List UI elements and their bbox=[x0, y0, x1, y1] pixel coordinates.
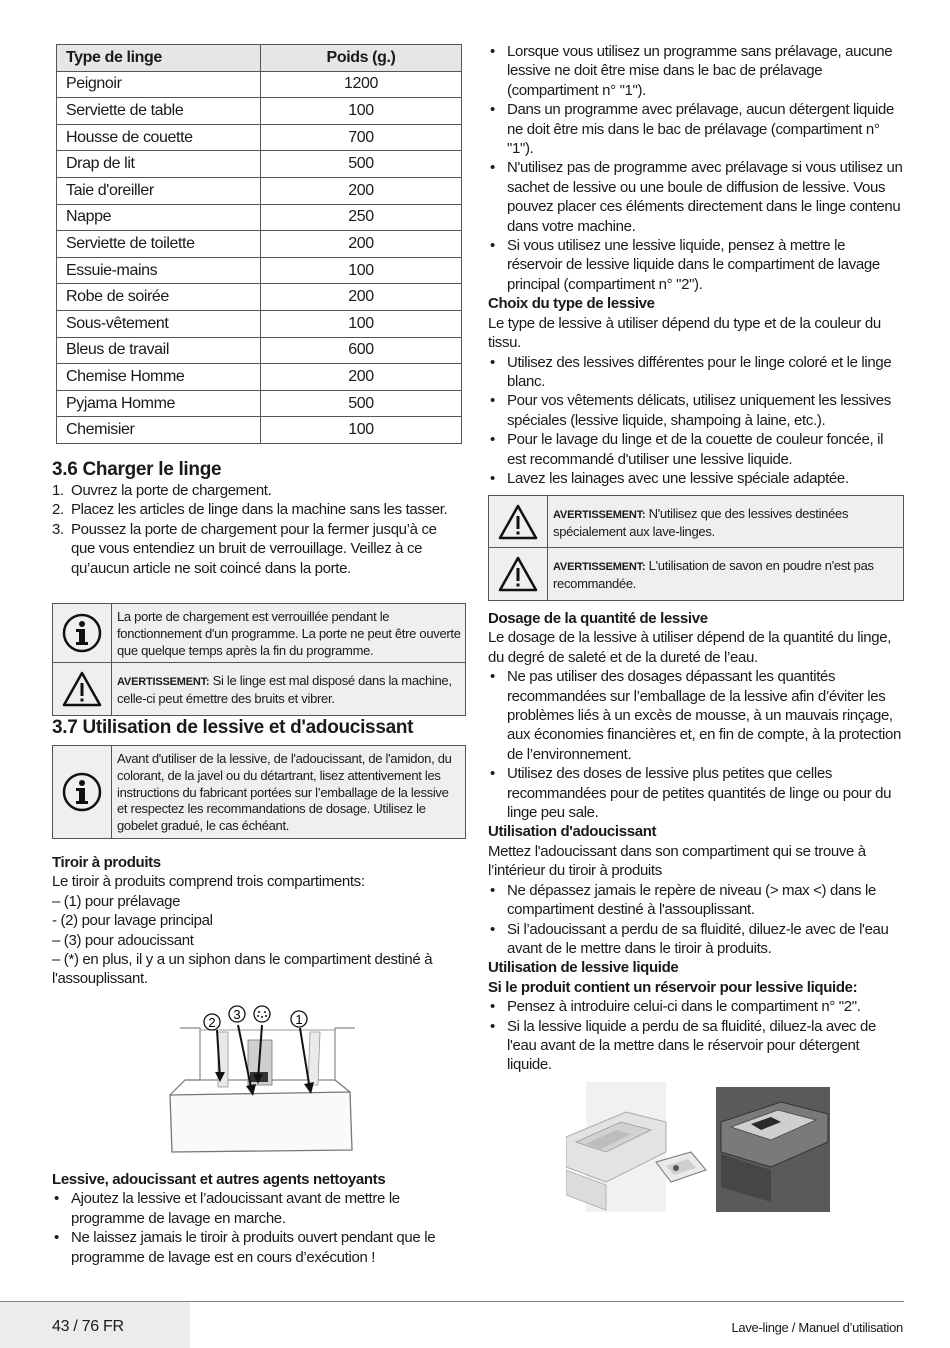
section-3-6 bbox=[52, 459, 464, 578]
detergent-drawer-diagram bbox=[160, 1000, 360, 1160]
cell-type: Bleus de travail bbox=[57, 337, 261, 364]
footer-divider bbox=[0, 1301, 904, 1302]
table-row bbox=[57, 284, 462, 311]
cell-type: Housse de couette bbox=[57, 124, 261, 151]
warning-note-powder-soap bbox=[488, 547, 904, 601]
softener-intro: Mettez l'adoucissant dans son compartiment qui se trouve à l’intérieur du tiroir à produits bbox=[488, 842, 866, 880]
page-number: 43 / 76 FR bbox=[52, 1318, 124, 1335]
list-item: • Pour vos vêtements délicats, utilisez uniquement les lessives spéciales (lessive liquide, shampoing à laine, etc.). bbox=[488, 391, 904, 430]
cell-weight: 200 bbox=[261, 284, 462, 311]
cell-type: Serviette de table bbox=[57, 98, 261, 125]
info-icon bbox=[53, 746, 112, 838]
table-row bbox=[57, 124, 462, 151]
warning-label: AVERTISSEMENT: bbox=[553, 509, 646, 521]
warning-text: Si le linge est mal disposé dans la machine, celle-ci peut émettre des bruits et vibrer. bbox=[117, 673, 452, 706]
warning-note-load bbox=[52, 662, 466, 716]
list-item: 3. Poussez la porte de chargement pour la fermer jusqu’à ce que vous entendiez un bruit de verrouillage. Veillez à ce qu’aucun article ne soit coincé dans la porte. bbox=[52, 520, 437, 577]
list-item: • Pensez à introduire celui-ci dans le compartiment n° "2". bbox=[488, 997, 904, 1016]
liquid-reservoir-photo bbox=[566, 1082, 830, 1212]
cell-type: Pyjama Homme bbox=[57, 390, 261, 417]
cell-type: Peignoir bbox=[57, 71, 261, 98]
list-item: • Ne laissez jamais le tiroir à produits ouvert pendant que le programme de lavage est en cours d’exécution ! bbox=[52, 1228, 464, 1267]
list-item: • Ajoutez la lessive et l’adoucissant avant de mettre le programme de lavage en marche. bbox=[52, 1189, 464, 1228]
dosage-intro: Le dosage de la lessive à utiliser dépend de la quantité du linge, du degré de saleté et de la dureté de l’eau. bbox=[488, 629, 892, 666]
list-item: • Dans un programme avec prélavage, aucun détergent liquide ne doit être mis dans le bac de prélavage (compartiment n° "1"). bbox=[488, 100, 904, 158]
warning-icon bbox=[489, 496, 548, 548]
cell-weight: 600 bbox=[261, 337, 462, 364]
cell-type: Chemisier bbox=[57, 417, 261, 444]
list-item: • Ne dépassez jamais le repère de niveau (> max <) dans le compartiment destiné à l'assouplissant. bbox=[488, 881, 904, 920]
agents-list bbox=[52, 1189, 464, 1267]
table-row bbox=[57, 231, 462, 258]
agents-section bbox=[52, 1170, 464, 1267]
softener-list bbox=[488, 881, 904, 959]
cell-weight: 700 bbox=[261, 124, 462, 151]
section-3-7-heading-wrap bbox=[52, 717, 464, 739]
info-note-text: Avant d'utiliser de la lessive, de l'adoucissant, de l'amidon, du colorant, de la javel ou du détartrant, lisez attentivement les instructions du fabricant portées sur l’emballage de la lessive et respectez les recommandations de dosage. Utilisez le gobelet gradué, le cas échéant. bbox=[117, 751, 452, 834]
info-note-door bbox=[52, 603, 466, 663]
drawer-line: - (2) pour lavage principal bbox=[52, 912, 213, 930]
section-heading: 3.7 Utilisation de lessive et d'adoucissant bbox=[52, 717, 414, 738]
info-icon bbox=[53, 604, 112, 662]
info-note-detergent bbox=[52, 745, 466, 839]
list-item: • N'utilisez pas de programme avec prélavage si vous utilisez un sachet de lessive ou une boule de diffusion de lessive. Vous pouvez placer ces éléments directement dans le linge contenu dans votre machine. bbox=[488, 158, 904, 236]
compartment-label-2: 2 bbox=[208, 1015, 216, 1030]
table-row bbox=[57, 257, 462, 284]
table-row bbox=[57, 337, 462, 364]
warning-note-detergent-type bbox=[488, 495, 904, 549]
cell-weight: 100 bbox=[261, 257, 462, 284]
cell-weight: 100 bbox=[261, 98, 462, 125]
warning-text: L'utilisation de savon en poudre n'est pas recommandée. bbox=[553, 558, 874, 591]
compartment-label-1: 1 bbox=[295, 1012, 303, 1027]
table-row bbox=[57, 177, 462, 204]
table-row bbox=[57, 71, 462, 98]
list-item: • Si la lessive liquide a perdu de sa fluidité, diluez-la avec de l'eau avant de la mettre dans le réservoir pour détergent liquide. bbox=[488, 1017, 904, 1075]
list-item: • Lorsque vous utilisez un programme sans prélavage, aucune lessive ne doit être mise dans le bac de prélavage (compartiment n° "1"). bbox=[488, 42, 904, 100]
cell-type: Nappe bbox=[57, 204, 261, 231]
drawer-line: – (*) en plus, il y a un siphon dans le compartiment destiné à l'assouplissant. bbox=[52, 951, 433, 988]
table-row bbox=[57, 310, 462, 337]
cell-weight: 200 bbox=[261, 364, 462, 391]
dosage-title: Dosage de la quantité de lessive bbox=[488, 610, 708, 627]
drawer-line: – (3) pour adoucissant bbox=[52, 931, 194, 949]
table-header-row bbox=[57, 45, 462, 72]
liquid-list bbox=[488, 997, 904, 1075]
liquid-title: Utilisation de lessive liquide bbox=[488, 959, 679, 977]
table-row bbox=[57, 204, 462, 231]
choice-title: Choix du type de lessive bbox=[488, 295, 655, 313]
col-header-type: Type de linge bbox=[57, 45, 261, 72]
col-header-weight: Poids (g.) bbox=[261, 45, 462, 72]
cell-type: Essuie-mains bbox=[57, 257, 261, 284]
warning-icon bbox=[53, 663, 112, 715]
prewash-list bbox=[488, 42, 904, 294]
loading-steps bbox=[52, 481, 464, 578]
warning-icon bbox=[489, 548, 548, 600]
cell-type: Chemise Homme bbox=[57, 364, 261, 391]
warning-label: AVERTISSEMENT: bbox=[553, 561, 646, 573]
manual-title: Lave-linge / Manuel d’utilisation bbox=[731, 1320, 903, 1335]
dosage-list bbox=[488, 667, 904, 822]
softener-title: Utilisation d'adoucissant bbox=[488, 823, 657, 841]
drawer-line: Le tiroir à produits comprend trois compartiments: bbox=[52, 873, 365, 891]
cell-weight: 100 bbox=[261, 417, 462, 444]
cell-weight: 200 bbox=[261, 177, 462, 204]
choice-list bbox=[488, 353, 904, 489]
info-note-text: La porte de chargement est verrouillée pendant le fonctionnement d'un programme. La porte ne peut être ouverte que quelque temps après la fin du programme. bbox=[117, 609, 461, 658]
list-item: 1. Ouvrez la porte de chargement. bbox=[52, 482, 272, 499]
table-row bbox=[57, 390, 462, 417]
list-item: • Utilisez des doses de lessive plus petites que celles recommandées pour de petites quantités de linge ou pour du linge peu sale. bbox=[488, 764, 904, 822]
list-item: 2. Placez les articles de linge dans la machine sans les tasser. bbox=[52, 501, 448, 519]
cell-weight: 500 bbox=[261, 390, 462, 417]
cell-weight: 500 bbox=[261, 151, 462, 178]
list-item: • Si vous utilisez une lessive liquide, pensez à mettre le réservoir de lessive liquide dans le compartiment de lavage principal (compartiment n° "2"). bbox=[488, 236, 904, 294]
cell-weight: 250 bbox=[261, 204, 462, 231]
section-heading: 3.6 Charger le linge bbox=[52, 459, 222, 480]
drawer-line: – (1) pour prélavage bbox=[52, 892, 181, 910]
warning-text: N'utilisez que des lessives destinées spécialement aux lave-linges. bbox=[553, 506, 849, 539]
choice-intro: Le type de lessive à utiliser dépend du type et de la couleur du tissu. bbox=[488, 314, 881, 352]
liquid-subtitle: Si le produit contient un réservoir pour lessive liquide: bbox=[488, 978, 858, 996]
right-bottom bbox=[488, 609, 904, 1075]
list-item: • Utilisez des lessives différentes pour le linge coloré et le linge blanc. bbox=[488, 353, 904, 392]
list-item: • Ne pas utiliser des dosages dépassant les quantités recommandées sur l’emballage de la lessive afin d’éviter les problèmes liés à un excès de mousse, à un mauvais rinçage, aux économies financières et, en fin de compte, à la protection de l’environnement. bbox=[488, 667, 904, 764]
cell-weight: 200 bbox=[261, 231, 462, 258]
cell-type: Sous-vêtement bbox=[57, 310, 261, 337]
siphon-icon bbox=[254, 1006, 270, 1022]
list-item: • Si l’adoucissant a perdu de sa fluidité, diluez-le avec de l'eau avant de le mettre dans le tiroir à produits. bbox=[488, 920, 904, 959]
compartment-label-3: 3 bbox=[233, 1007, 241, 1022]
agents-title: Lessive, adoucissant et autres agents nettoyants bbox=[52, 1171, 386, 1188]
list-item: • Lavez les lainages avec une lessive spéciale adaptée. bbox=[488, 469, 904, 488]
cell-weight: 1200 bbox=[261, 71, 462, 98]
table-row bbox=[57, 98, 462, 125]
table-row bbox=[57, 151, 462, 178]
cell-type: Robe de soirée bbox=[57, 284, 261, 311]
right-top bbox=[488, 42, 904, 488]
table-row bbox=[57, 364, 462, 391]
cell-type: Drap de lit bbox=[57, 151, 261, 178]
cell-type: Serviette de toilette bbox=[57, 231, 261, 258]
table-row bbox=[57, 417, 462, 444]
weight-table bbox=[56, 44, 462, 444]
warning-label: AVERTISSEMENT: bbox=[117, 676, 210, 688]
cell-type: Taie d'oreiller bbox=[57, 177, 261, 204]
drawer-section bbox=[52, 853, 464, 989]
list-item: • Pour le lavage du linge et de la couette de couleur foncée, il est recommandé d'utiliser une lessive liquide. bbox=[488, 430, 904, 469]
cell-weight: 100 bbox=[261, 310, 462, 337]
drawer-title: Tiroir à produits bbox=[52, 854, 161, 871]
